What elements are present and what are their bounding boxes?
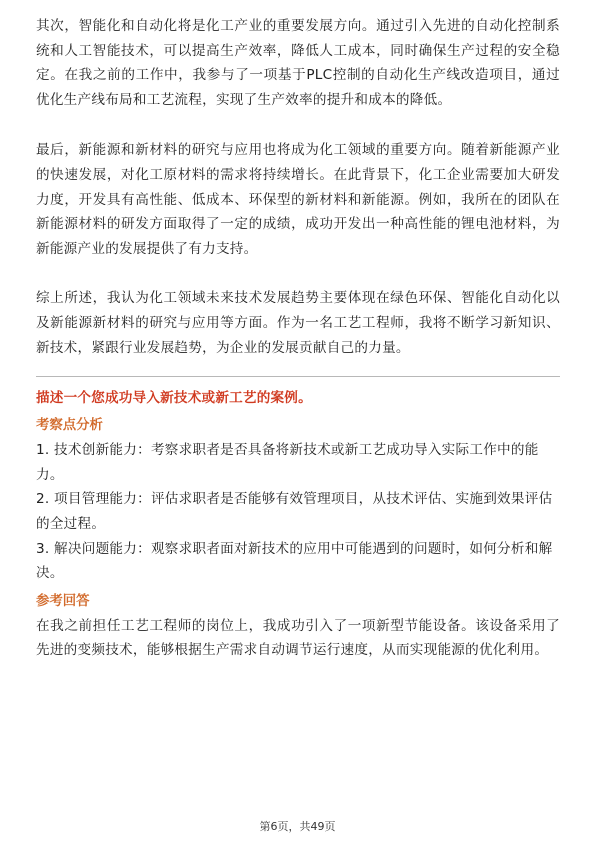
paragraph-spacer [36,112,560,138]
answer-heading: 参考回答 [36,593,90,609]
body-paragraph: 最后，新能源和新材料的研究与应用也将成为化工领域的重要方向。随着新能源产业的快速发展，对化工原材料的需求将持续增长。在此背景下，化工企业需要加大研发力度，开发具有高性能、低成本、环保型的新材料和新能源。例如，我所在的团队在新能源材料的研发方面取得了一定的成绩，成功开发出一种高性能的锂电池材料，为新能源产业的发展提供了有力支持。 [36,142,560,257]
analysis-heading: 考察点分析 [36,418,103,434]
answer-text: 在我之前担任工艺工程师的岗位上，我成功引入了一项新型节能设备。该设备采用了先进的变频技术，能够根据生产需求自动调节运行速度，从而实现能源的优化利用。 [36,617,560,659]
document-page [36,14,560,663]
paragraph-spacer [36,261,560,286]
question-title: 描述一个您成功导入新技术或新工艺的案例。 [36,390,312,407]
analysis-point: 1. 技术创新能力：考察求职者是否具备将新技术或新工艺成功导入实际工作中的能力。 [36,442,539,483]
body-paragraph: 其次，智能化和自动化将是化工产业的重要发展方向。通过引入先进的自动化控制系统和人工智能技术，可以提高生产效率，降低人工成本，同时确保生产过程的安全稳定。在我之前的工作中，我参与了一项基于PLC控制的自动化生产线改造项目，通过优化生产线布局和工艺流程，实现了生产效率的提升和成本的降低。 [36,18,560,108]
analysis-point: 2. 项目管理能力：评估求职者是否能够有效管理项目，从技术评估、实施到效果评估的全过程。 [36,491,553,532]
page-number: 第6页，共49页 [259,820,336,833]
analysis-point: 3. 解决问题能力：观察求职者面对新技术的应用中可能遇到的问题时，如何分析和解决。 [36,540,553,582]
section-divider [36,376,560,377]
body-paragraph: 综上所述，我认为化工领域未来技术发展趋势主要体现在绿色环保、智能化自动化以及新能源新材料的研究与应用等方面。作为一名工艺工程师，我将不断学习新知识、新技术，紧跟行业发展趋势，为企业的发展贡献自己的力量。 [36,290,560,356]
